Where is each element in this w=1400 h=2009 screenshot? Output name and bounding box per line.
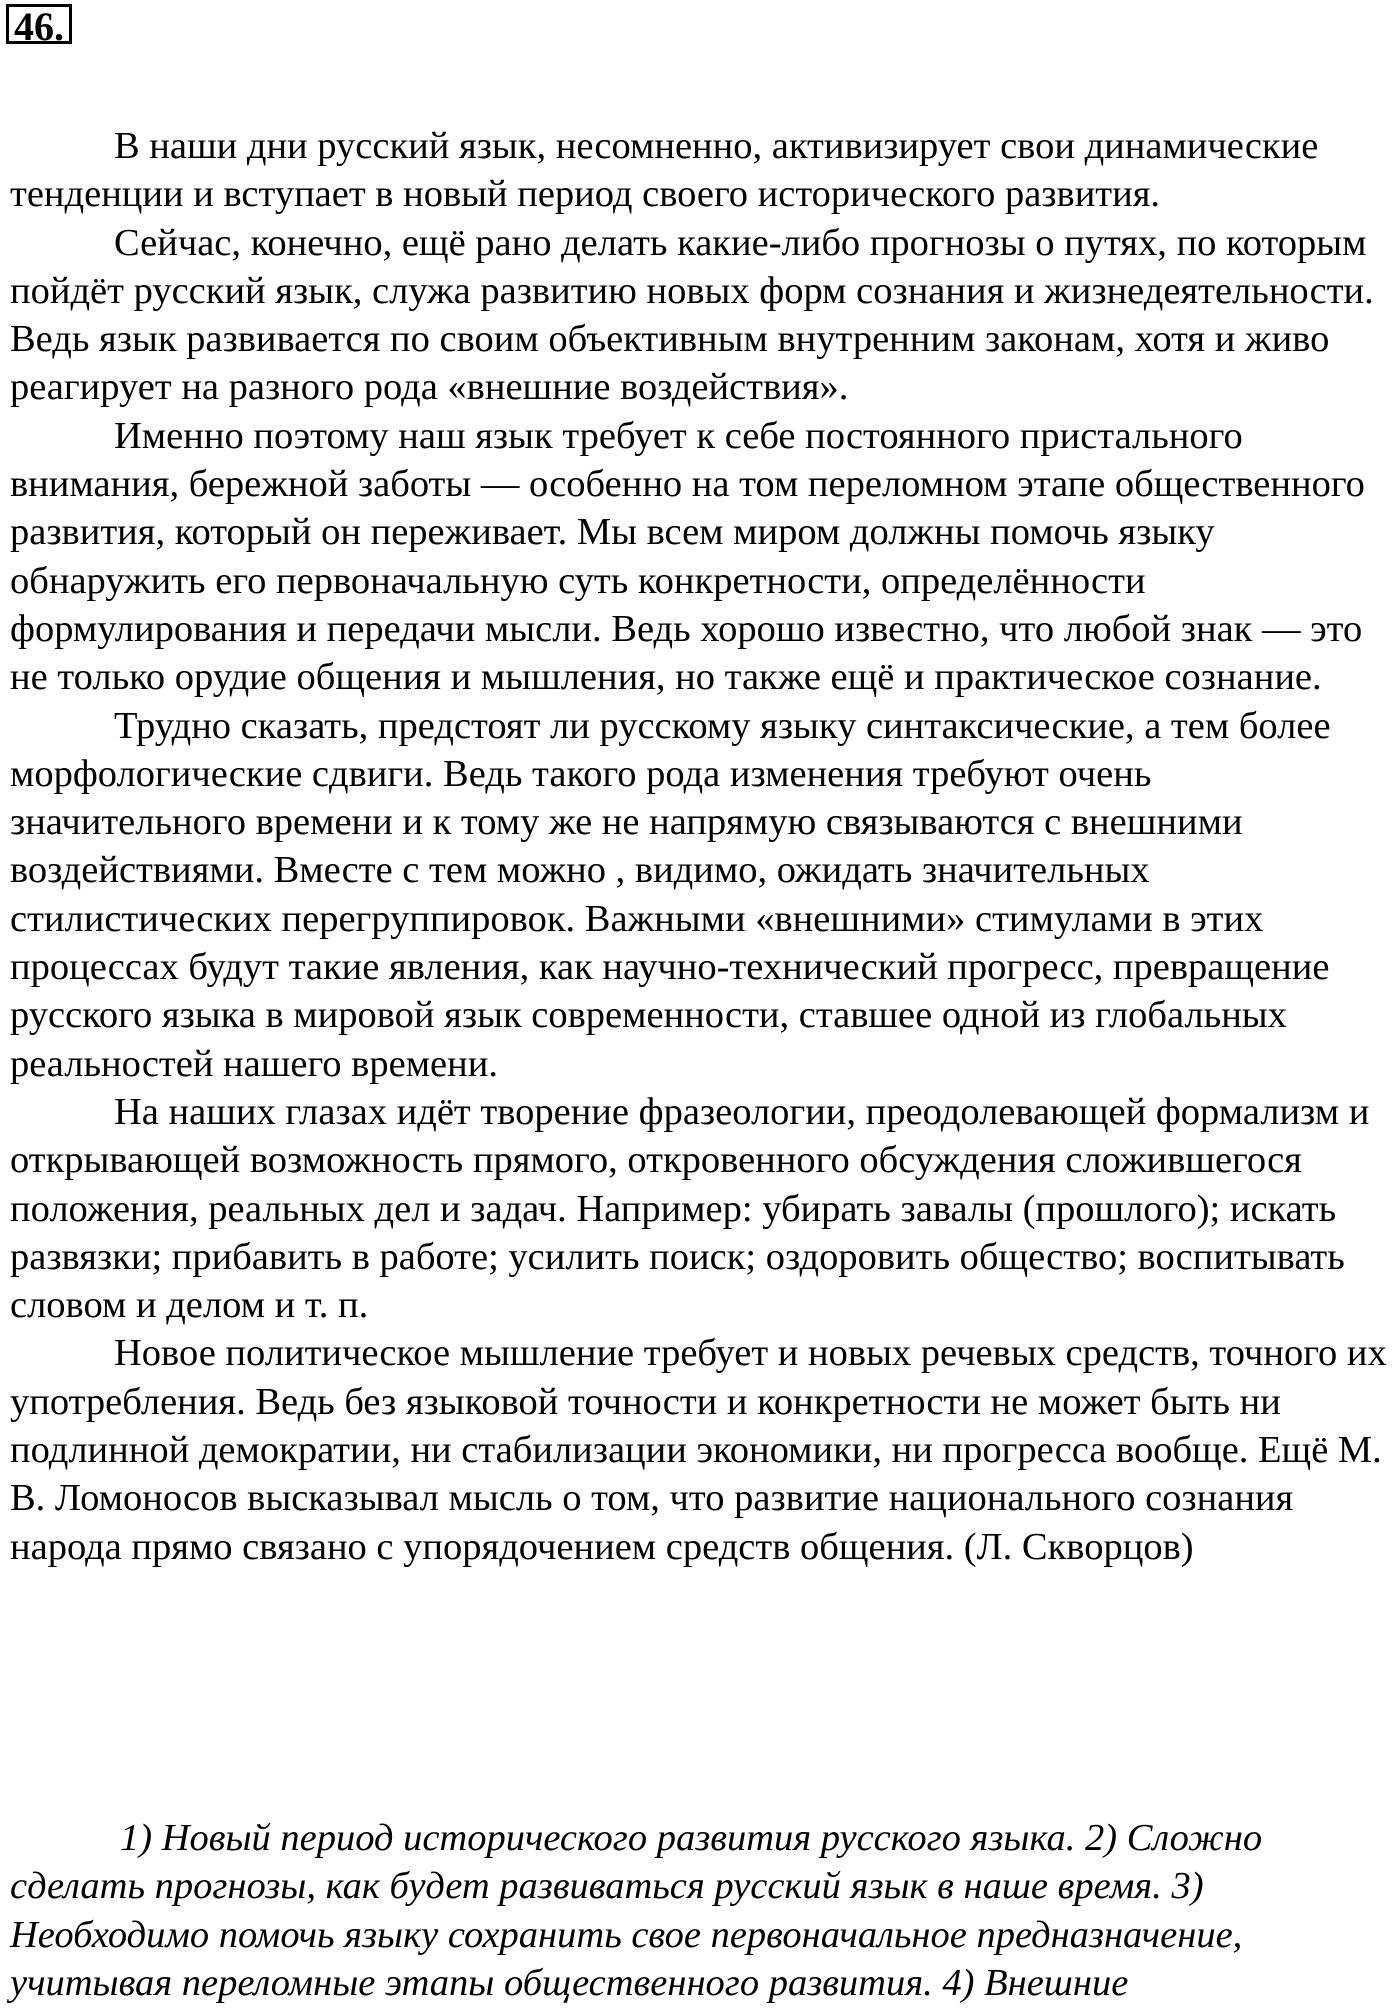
paragraph: Трудно сказать, предстоят ли русскому языку синтаксические, а тем более морфологические сдвиги. Ведь такого рода изменения требуют очень значительного времени и к тому же не напрямую связываются с внешними воздействиями. Вместе с тем можно , видимо, ожидать значительных стилистических перегруппировок. Важными «внешними» стимулами в этих процессах будут такие явления, как научно-технический прогресс, превращение русского языка в мировой язык современности, ставшее одной из глобальных реальностей нашего времени.	[10, 704, 1331, 1085]
exercise-number: 46.	[6, 4, 72, 44]
summary-text: 1) Новый период исторического развития русского языка. 2) Сложно сделать прогнозы, как будет развиваться русский язык в наше время. 3) Необходимо помочь языку сохранить свое первоначальное предназначение, учитывая переломные этапы общественного развития. 4) Внешние	[10, 1817, 1263, 2004]
paragraph: Новое политическое мышление требует и новых речевых средств, точного их употребления. Ведь без языковой точности и конкретности не может быть ни подлинной демократии, ни стабилизации экономики, ни прогресса вообще. Ещё М. В. Ломоносов высказывал мысль о том, что развитие национального сознания народа прямо связано с упорядочением средств общения. (Л. Скворцов)	[10, 1332, 1387, 1568]
paragraph: Сейчас, конечно, ещё рано делать какие-либо прогнозы о путях, по которым пойдёт русский язык, служа развитию новых форм сознания и жизнедеятельности. Ведь язык развивается по своим объективным внутренним законам, хотя и живо реагирует на разного рода «внешние воздействия».	[10, 221, 1374, 409]
main-text	[10, 122, 1395, 1571]
paragraph: На наших глазах идёт творение фразеологии, преодолевающей формализм и открывающей возможность прямого, откровенного обсуждения сложившегося положения, реальных дел и задач. Например: убирать завалы (прошлого); искать развязки; прибавить в работе; усилить поиск; оздоровить общество; воспитывать словом и делом и т. п.	[10, 1090, 1370, 1327]
paragraph: Именно поэтому наш язык требует к себе постоянного пристального внимания, бережной заботы — особенно на том переломном этапе общественного развития, который он переживает. Мы всем миром должны помочь языку обнаружить его первоначальную суть конкретности, определённости формулирования и передачи мысли. Ведь хорошо известно, что любой знак — это не только орудие общения и мышления, но также ещё и практическое сознание.	[10, 414, 1365, 699]
paragraph: В наши дни русский язык, несомненно, активизирует свои динамические тенденции и вступает в новый период своего исторического развития.	[10, 125, 1319, 216]
answer-summary	[10, 1814, 1395, 2007]
